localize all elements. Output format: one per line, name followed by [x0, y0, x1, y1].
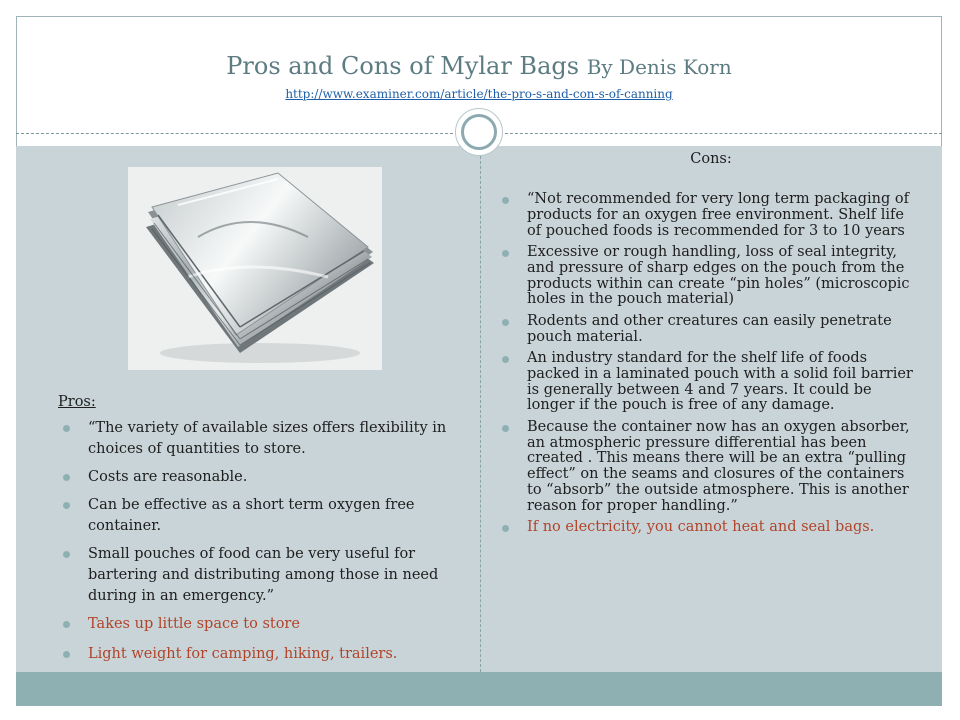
- pros-item: Costs are reasonable.: [58, 467, 468, 488]
- cons-item: “Not recommended for very long term packaging of products for an oxygen free environment. Shelf life of pouched foods is recommended for 3 to 10 years: [497, 192, 917, 239]
- source-link[interactable]: http://www.examiner.com/article/the-pro-s-and-con-s-of-canning: [285, 87, 673, 101]
- decorative-ring: [461, 114, 497, 150]
- cons-heading: Cons:: [690, 151, 732, 167]
- pros-item-highlight: Light weight for camping, hiking, trailers.: [58, 644, 468, 665]
- cons-item: Because the container now has an oxygen absorber, an atmospheric pressure differential has been created . This means there will be an extra “pulling effect” on the seams and closures of the containers to “absorb” the outside atmosphere. This is another reason for proper handling.”: [497, 420, 917, 515]
- cons-list: [497, 192, 917, 536]
- cons-section: [497, 192, 917, 542]
- title-main: Pros and Cons of Mylar Bags: [226, 52, 580, 80]
- cons-item: Excessive or rough handling, loss of seal integrity, and pressure of sharp edges on the pouch from the products within can create “pin holes” (microscopic holes in the pouch material): [497, 245, 917, 308]
- column-divider: [480, 146, 481, 672]
- decorative-circle-icon: [455, 108, 503, 156]
- mylar-bags-illustration: [128, 167, 382, 370]
- pros-item: Can be effective as a short term oxygen free container.: [58, 495, 468, 537]
- cons-item: An industry standard for the shelf life of foods packed in a laminated pouch with a solid foil barrier is generally between 4 and 7 years. It could be longer if the pouch is free of any damage.: [497, 351, 917, 414]
- pros-item-highlight: Takes up little space to store: [58, 614, 468, 635]
- pros-item: “The variety of available sizes offers flexibility in choices of quantities to store.: [58, 418, 468, 460]
- cons-item: Rodents and other creatures can easily penetrate pouch material.: [497, 314, 917, 346]
- cons-item-highlight: If no electricity, you cannot heat and seal bags.: [497, 520, 917, 536]
- pros-list: [58, 418, 468, 665]
- pros-item: Small pouches of food can be very useful for bartering and distributing among those in need during in an emergency.”: [58, 544, 468, 607]
- pros-heading: Pros:: [58, 394, 96, 410]
- slide-title: [16, 52, 942, 80]
- mylar-bags-photo: [128, 167, 382, 370]
- footer-bar: [16, 672, 942, 706]
- title-byline: By Denis Korn: [586, 55, 732, 79]
- pros-section: [58, 394, 468, 674]
